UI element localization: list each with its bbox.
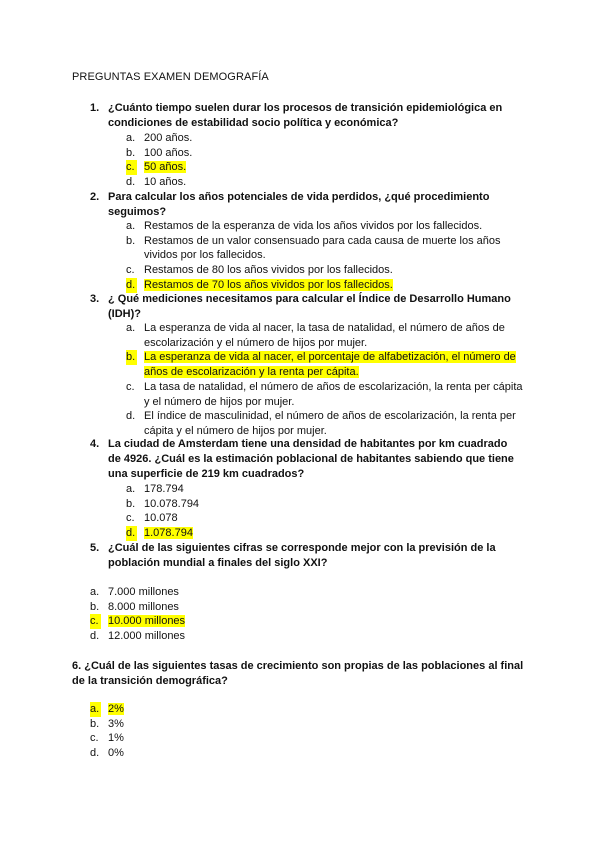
question-number: 4. bbox=[90, 438, 100, 450]
option-c-highlighted: c. 50 años. bbox=[126, 161, 187, 174]
option-a: a. 7.000 millones bbox=[90, 586, 179, 598]
question-text: ¿Cuál de las siguientes cifras se corresponde mejor con la previsión de la población mundial a finales del siglo XXI? bbox=[108, 542, 496, 569]
question-number: 3. bbox=[90, 293, 100, 305]
question-6 bbox=[72, 659, 532, 689]
question-text: Para calcular los años potenciales de vida perdidos, ¿qué procedimiento seguimos? bbox=[108, 191, 490, 218]
question-text: ¿ Qué mediciones necesitamos para calcular el Índice de Desarrollo Humano (IDH)? bbox=[108, 293, 511, 320]
option-a-highlighted: a. 2% bbox=[90, 703, 124, 715]
question-number: 2. bbox=[90, 191, 100, 203]
question-5 bbox=[90, 541, 520, 571]
question-3-options bbox=[126, 321, 526, 439]
option-c: c. 10.078 bbox=[126, 512, 178, 525]
option-b-highlighted: b. La esperanza de vida al nacer, el porcentaje de alfabetización, el número de años de escolarización y la renta per cápita. bbox=[126, 351, 516, 379]
option-c: c. 1% bbox=[90, 732, 124, 745]
option-d-highlighted: d. 1.078.794 bbox=[126, 527, 193, 540]
option-b: b. Restamos de un valor consensuado para cada causa de muerte los años vividos por los fallecidos. bbox=[126, 234, 501, 262]
question-text: La ciudad de Amsterdam tiene una densidad de habitantes por km cuadrado de 4926. ¿Cuál es la estimación poblacional de habitantes sabiendo que tiene una superficie de 219 km cuadrados? bbox=[108, 438, 514, 480]
question-2-options bbox=[126, 219, 526, 293]
option-a: a. 200 años. bbox=[126, 132, 193, 144]
question-number: 5. bbox=[90, 542, 100, 554]
option-b: b. 3% bbox=[90, 717, 124, 730]
question-6-options bbox=[90, 702, 390, 761]
option-a: a. 178.794 bbox=[126, 483, 184, 495]
option-c: c. Restamos de 80 los años vividos por los fallecidos. bbox=[126, 264, 393, 277]
option-b: b. 10.078.794 bbox=[126, 497, 200, 510]
option-d: d. 12.000 millones bbox=[90, 630, 186, 643]
option-d: d. El índice de masculinidad, el número de años de escolarización, la renta per cápita y el número de hijos por mujer. bbox=[126, 410, 516, 437]
option-a: a. La esperanza de vida al nacer, la tasa de natalidad, el número de años de escolarización y el número de hijos por mujer. bbox=[126, 322, 505, 349]
question-text: ¿Cuánto tiempo suelen durar los procesos de transición epidemiológica en condiciones de estabilidad socio política y económica? bbox=[108, 102, 503, 129]
question-number: 6. bbox=[72, 660, 82, 672]
option-d: d. 10 años. bbox=[126, 176, 187, 189]
question-3 bbox=[90, 292, 520, 322]
document-title: PREGUNTAS EXAMEN DEMOGRAFÍA bbox=[72, 71, 269, 83]
question-4-options bbox=[126, 482, 526, 541]
option-c: c. La tasa de natalidad, el número de años de escolarización, la renta per cápita y el número de hijos por mujer. bbox=[126, 380, 523, 408]
question-number: 1. bbox=[90, 102, 100, 114]
question-1 bbox=[90, 101, 520, 131]
option-b: b. 100 años. bbox=[126, 146, 193, 159]
option-c-highlighted: c. 10.000 millones bbox=[90, 615, 186, 628]
option-d-highlighted: d. Restamos de 70 los años vividos por los fallecidos. bbox=[126, 278, 393, 291]
question-2 bbox=[90, 190, 520, 220]
option-d: d. 0% bbox=[90, 747, 124, 760]
option-b: b. 8.000 millones bbox=[90, 600, 179, 613]
option-a: a. Restamos de la esperanza de vida los años vividos por los fallecidos. bbox=[126, 220, 483, 232]
question-text: ¿Cuál de las siguientes tasas de crecimiento son propias de las poblaciones al final de la transición demográfica? bbox=[72, 660, 524, 687]
question-5-options bbox=[90, 585, 390, 644]
question-1-options bbox=[126, 131, 526, 190]
question-4 bbox=[90, 437, 520, 482]
